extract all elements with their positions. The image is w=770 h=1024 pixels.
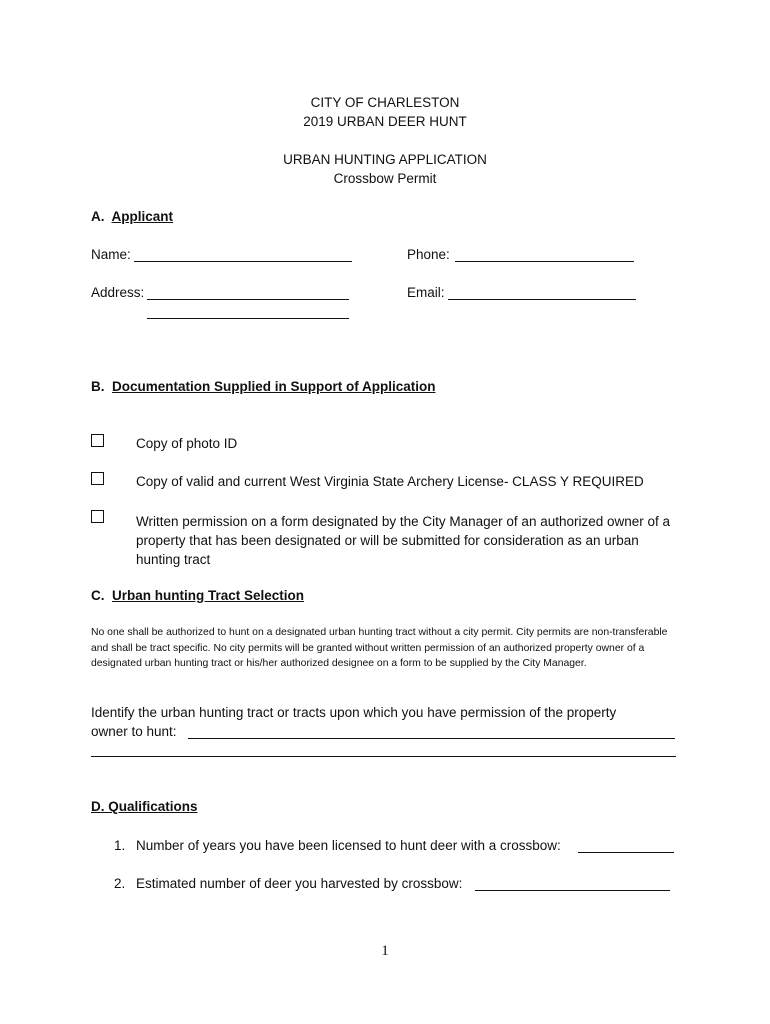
name-field[interactable] xyxy=(134,261,352,262)
section-b-title: Documentation Supplied in Support of Application xyxy=(112,379,436,394)
event-title: 2019 URBAN DEER HUNT xyxy=(303,114,467,129)
address-field-line1[interactable] xyxy=(147,299,349,300)
owner-to-hunt-label: owner to hunt: xyxy=(91,724,177,739)
photo-id-checkbox[interactable] xyxy=(91,434,104,447)
years-licensed-field[interactable] xyxy=(578,852,674,853)
section-c-letter: C. xyxy=(91,588,105,603)
section-a-heading xyxy=(91,209,173,224)
address-field-line2[interactable] xyxy=(147,318,349,319)
tract-field-line1[interactable] xyxy=(188,738,675,739)
written-permission-checkbox[interactable] xyxy=(91,510,104,523)
page-number: 1 xyxy=(381,943,389,959)
email-field[interactable] xyxy=(448,299,636,300)
section-b-heading xyxy=(91,379,436,394)
section-c-title: Urban hunting Tract Selection xyxy=(112,588,305,603)
photo-id-label: Copy of photo ID xyxy=(136,436,238,451)
qualification-2-number: 2. xyxy=(114,876,126,891)
section-b-letter: B. xyxy=(91,379,105,394)
section-d-heading xyxy=(91,799,198,814)
qualification-2-label: Estimated number of deer you harvested by crossbow: xyxy=(136,876,463,891)
email-label: Email: xyxy=(407,285,445,300)
archery-license-label: Copy of valid and current West Virginia State Archery License- CLASS Y REQUIRED xyxy=(136,474,644,489)
qualification-1-number: 1. xyxy=(114,838,126,853)
archery-license-checkbox[interactable] xyxy=(91,472,104,485)
deer-harvested-field[interactable] xyxy=(475,890,670,891)
tract-field-line2[interactable] xyxy=(91,756,676,757)
name-label: Name: xyxy=(91,247,131,262)
qualification-1-label: Number of years you have been licensed to hunt deer with a crossbow: xyxy=(136,838,561,853)
identify-tract-text: Identify the urban hunting tract or tracts upon which you have permission of the property xyxy=(91,705,617,720)
section-a-title: Applicant xyxy=(111,209,174,224)
city-title: CITY OF CHARLESTON xyxy=(310,95,460,110)
phone-label: Phone: xyxy=(407,247,450,262)
written-permission-label: Written permission on a form designated by the City Manager of an authorized owner of a property that has been designated or will be submitted for consideration as an urban hunting tract xyxy=(136,514,671,567)
permit-type: Crossbow Permit xyxy=(333,171,437,186)
form-title: URBAN HUNTING APPLICATION xyxy=(283,152,487,167)
tract-notice: No one shall be authorized to hunt on a designated urban hunting tract without a city permit. City permits are non-transferable and shall be tract specific. No city permits will be granted without written permission of an authorized property owner of a designated urban hunting tract or his/her authorized designee on a form to be supplied by the City Manager. xyxy=(91,627,668,669)
address-label: Address: xyxy=(91,285,145,300)
section-a-letter: A. xyxy=(91,209,105,224)
section-d-title: D. Qualifications xyxy=(91,799,198,814)
section-c-heading xyxy=(91,588,304,603)
phone-field[interactable] xyxy=(455,261,634,262)
